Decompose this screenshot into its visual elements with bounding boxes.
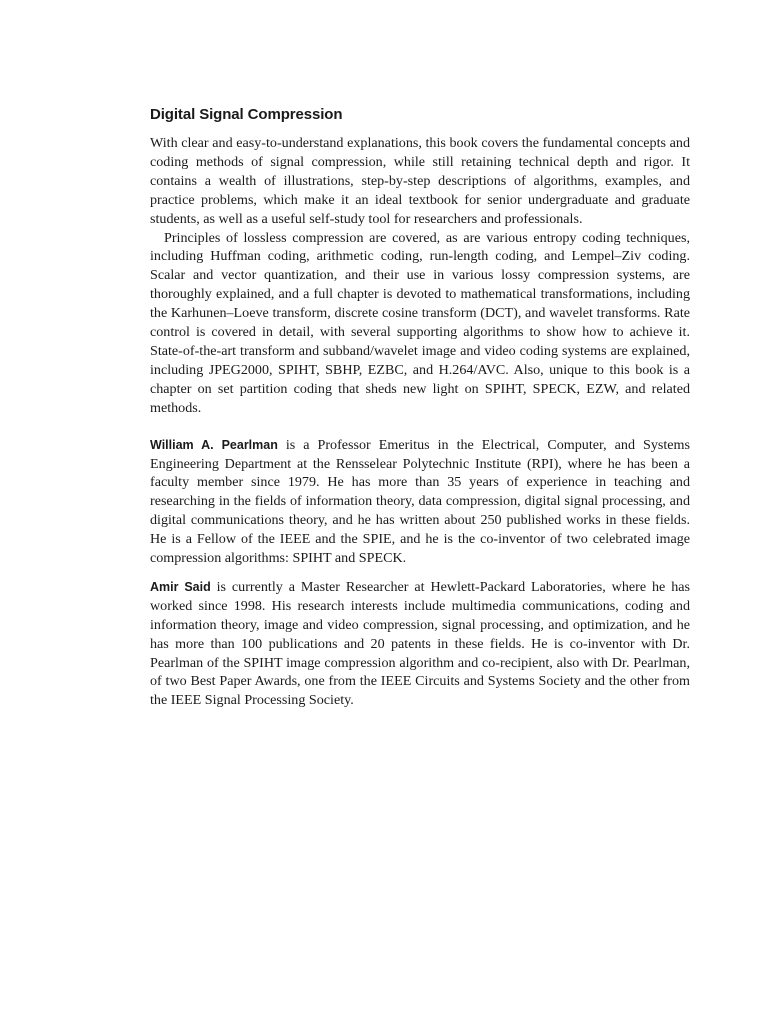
description-paragraph-1: With clear and easy-to-understand explanations, this book covers the fundamental concepts and coding methods of signal compression, while still retaining technical depth and rigor. It contains a wealth of illustrations, step-by-step descriptions of algorithms, examples, and practice problems, which make it an ideal textbook for senior undergraduate and graduate students, as well as a useful self-study tool for researchers and professionals. <box>150 135 690 227</box>
author-bio-pearlman <box>150 436 690 568</box>
author-bio-text: is a Professor Emeritus in the Electrical, Computer, and Systems Engineering Department at the Rensselear Polytechnic Institute (RPI), where he has been a faculty member since 1979. He has more than 35 years of experience in teaching and researching in the fields of information theory, data compression, digital signal processing, and digital communications theory, and he has written about 250 published works in these fields. He is a Fellow of the IEEE and the SPIE, and he is the co-inventor of two celebrated image compression algorithms: SPIHT and SPECK. <box>150 436 690 567</box>
author-name: William A. Pearlman <box>150 437 278 452</box>
author-bio-text: is currently a Master Researcher at Hewlett-Packard Laboratories, where he has worked since 1998. His research interests include multimedia communications, coding and information theory, image and video compression, signal processing, and optimization, and he has more than 100 publications and 20 patents in these fields. He is co-inventor with Dr. Pearlman of the SPIHT image compression algorithm and co-recipient, also with Dr. Pearlman, of two Best Paper Awards, one from the IEEE Circuits and Systems Society and the other from the IEEE Signal Processing Society. <box>150 578 690 709</box>
book-back-cover-text <box>150 104 690 710</box>
author-bio-said <box>150 578 690 710</box>
description-paragraph-2: Principles of lossless compression are covered, as are various entropy coding techniques, including Huffman coding, arithmetic coding, run-length coding, and Lempel–Ziv coding. Scalar and vector quantization, and their use in various lossy compression systems, are thoroughly explained, and a full chapter is devoted to mathematical transformations, including the Karhunen–Loeve transform, discrete cosine transform (DCT), and wavelet transforms. Rate control is covered in detail, with several supporting algorithms to show how to achieve it. State-of-the-art transform and subband/wavelet image and video coding systems are explained, including JPEG2000, SPIHT, SBHP, EZBC, and H.264/AVC. Also, unique to this book is a chapter on set partition coding that sheds new light on SPIHT, SPECK, EZW, and related methods. <box>150 229 690 416</box>
book-title: Digital Signal Compression <box>150 106 343 123</box>
author-name: Amir Said <box>150 579 211 594</box>
